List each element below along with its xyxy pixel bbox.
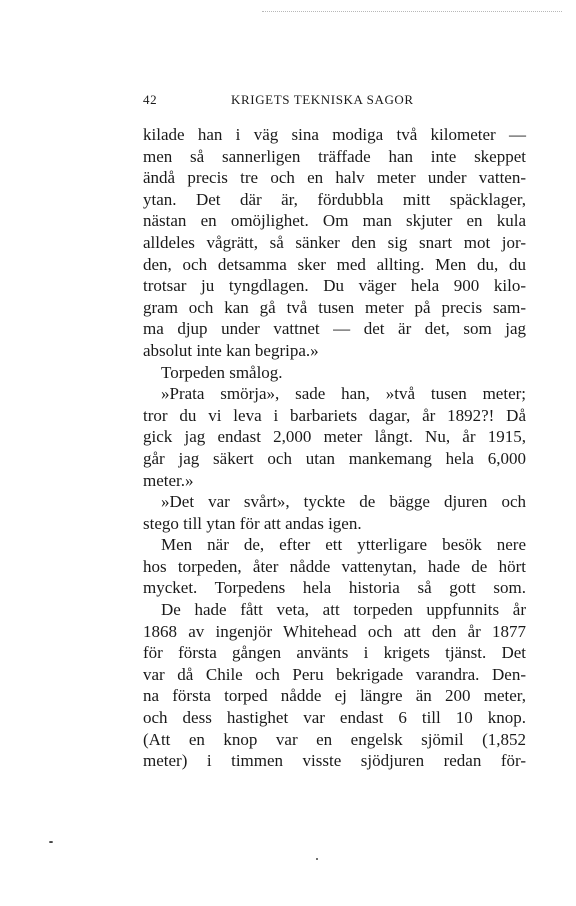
text-line: meter.»: [143, 470, 194, 490]
text-line: för första gången använts i krigets tjänst. Det: [143, 643, 526, 663]
text-line: trotsar ju tyngdlagen. Du väger hela 900 kilo-: [143, 276, 526, 296]
text-line: (Att en knop var en engelsk sjömil (1,852: [143, 729, 526, 749]
text-line: stego till ytan för att andas igen.: [143, 513, 362, 533]
text-line: meter) i timmen visste sjödjuren redan för-: [143, 751, 526, 771]
text-line: men så sannerligen träffade han inte skeppet: [143, 146, 526, 166]
text-line: alldeles vågrätt, så sänker den sig snart mot jor-: [143, 232, 526, 252]
text-line: och dess hastighet var endast 6 till 10 knop.: [143, 708, 526, 728]
text-line: den, och detsamma sker med allting. Men du, du: [143, 254, 526, 274]
text-line: var då Chile och Peru bekrigade varandra. Den-: [143, 664, 526, 684]
text-line: ma djup under vattnet — det är det, som jag: [143, 319, 526, 339]
top-scan-rule: [262, 11, 562, 12]
text-line: mycket. Torpedens hela historia så gott som.: [143, 578, 526, 598]
text-line: Torpeden smålog.: [161, 362, 283, 382]
text-line: ändå precis tre och en halv meter under vatten-: [143, 168, 526, 188]
text-line: »Prata smörja», sade han, »två tusen meter;: [161, 384, 526, 404]
text-line: kilade han i väg sina modiga två kilometer —: [143, 125, 526, 144]
page-header: [143, 92, 433, 112]
text-line: hos torpeden, åter nådde vattenytan, hade de hört: [143, 556, 526, 576]
text-line: 1868 av ingenjör Whitehead och att den år 1877: [143, 621, 526, 641]
scan-speck: [316, 858, 318, 860]
body-text: [143, 124, 526, 772]
text-line: »Det var svårt», tyckte de bägge djuren och: [161, 492, 526, 512]
running-title: KRIGETS TEKNISKA SAGOR: [231, 92, 414, 107]
text-line: na första torped nådde ej längre än 200 meter,: [143, 686, 526, 706]
page-number: 42: [143, 92, 158, 107]
text-line: tror du vi leva i barbariets dagar, år 1892?! Då: [143, 405, 526, 425]
text-line: ytan. Det där är, fördubbla mitt späcklager,: [143, 189, 526, 209]
text-line: går jag säkert och utan mankemang hela 6,000: [143, 448, 526, 468]
text-line: gick jag endast 2,000 meter långt. Nu, år 1915,: [143, 427, 526, 447]
text-line: Men när de, efter ett ytterligare besök nere: [161, 535, 526, 555]
text-line: nästan en omöjlighet. Om man skjuter en kula: [143, 211, 526, 231]
text-line: absolut inte kan begripa.»: [143, 340, 319, 360]
scan-speck: [49, 841, 53, 843]
text-line: De hade fått veta, att torpeden uppfunnits år: [161, 600, 526, 620]
text-line: gram och kan gå två tusen meter på precis sam-: [143, 297, 526, 317]
